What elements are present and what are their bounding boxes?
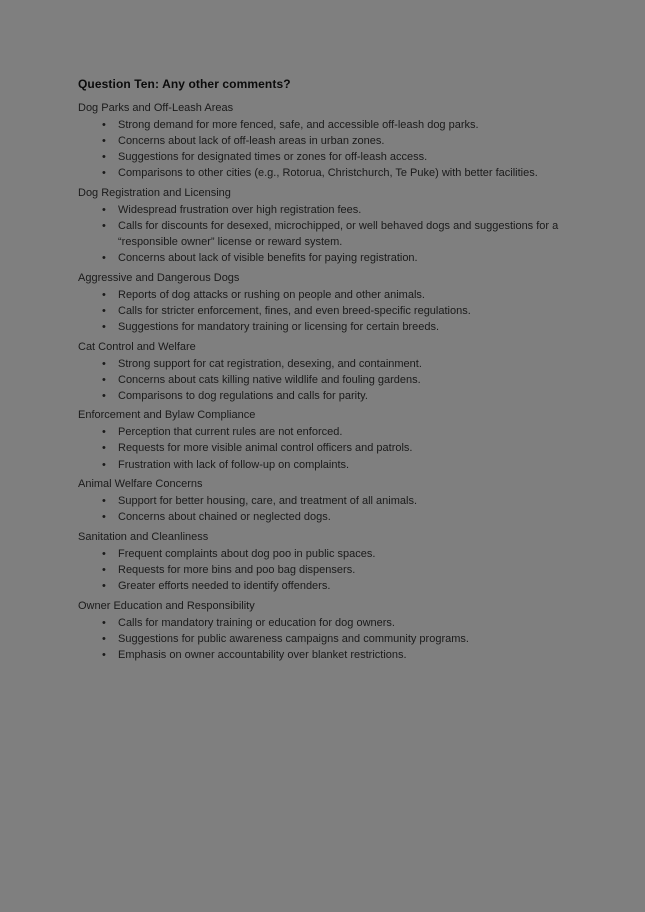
section-heading: Dog Registration and Licensing <box>78 186 231 199</box>
bullet-item: • Comparisons to other cities (e.g., Rotorua, Christchurch, Te Puke) with better facilities. <box>78 165 598 181</box>
bullet-item: • Calls for stricter enforcement, fines, and even breed-specific regulations. <box>78 303 598 319</box>
bullet-item: • Reports of dog attacks or rushing on people and other animals. <box>78 287 598 303</box>
bullet-item: • Calls for mandatory training or education for dog owners. <box>78 615 598 631</box>
section-heading: Owner Education and Responsibility <box>78 599 255 612</box>
section-heading: Animal Welfare Concerns <box>78 478 203 491</box>
section-animal-welfare <box>78 477 574 525</box>
page-title: Question Ten: Any other comments? <box>78 77 291 91</box>
section-heading: Cat Control and Welfare <box>78 340 196 353</box>
bullet-list <box>78 615 598 663</box>
bullet-item: • Concerns about lack of off-leash areas in urban zones. <box>78 133 598 149</box>
bullet-item: • Requests for more visible animal control officers and patrols. <box>78 440 598 456</box>
bullet-list <box>78 202 598 266</box>
bullet-item: • Frustration with lack of follow-up on complaints. <box>78 457 598 473</box>
bullet-list <box>78 117 598 181</box>
bullet-list <box>78 493 598 525</box>
bullet-item: • Frequent complaints about dog poo in public spaces. <box>78 546 598 562</box>
section-dog-parks <box>78 101 574 181</box>
section-aggressive-dogs <box>78 271 574 335</box>
section-heading: Sanitation and Cleanliness <box>78 530 209 543</box>
bullet-list <box>78 424 598 472</box>
bullet-item: • Greater efforts needed to identify offenders. <box>78 578 598 594</box>
section-owner-education <box>78 599 574 663</box>
bullet-item: • Support for better housing, care, and treatment of all animals. <box>78 493 598 509</box>
section-cat-control <box>78 340 574 404</box>
bullet-item: • Comparisons to dog regulations and calls for parity. <box>78 388 598 404</box>
section-heading: Dog Parks and Off-Leash Areas <box>78 102 234 114</box>
bullet-item: • Concerns about cats killing native wildlife and fouling gardens. <box>78 372 598 388</box>
section-sanitation <box>78 530 574 594</box>
bullet-item: • Strong demand for more fenced, safe, and accessible off-leash dog parks. <box>78 117 598 133</box>
bullet-item: • Calls for discounts for desexed, microchipped, or well behaved dogs and suggestions for a “responsible owner” license or reward system. <box>78 218 598 250</box>
section-heading: Enforcement and Bylaw Compliance <box>78 409 256 422</box>
bullet-list <box>78 546 598 594</box>
bullet-item: • Concerns about lack of visible benefits for paying registration. <box>78 250 598 266</box>
bullet-item: • Strong support for cat registration, desexing, and containment. <box>78 356 598 372</box>
bullet-item: • Requests for more bins and poo bag dispensers. <box>78 562 598 578</box>
section-enforcement <box>78 408 574 472</box>
bullet-list <box>78 356 598 404</box>
section-dog-registration <box>78 186 574 266</box>
bullet-item: • Concerns about chained or neglected dogs. <box>78 509 598 525</box>
bullet-list <box>78 287 598 335</box>
bullet-item: • Emphasis on owner accountability over blanket restrictions. <box>78 647 598 663</box>
document-content <box>78 77 574 667</box>
section-heading: Aggressive and Dangerous Dogs <box>78 271 240 284</box>
bullet-item: • Suggestions for mandatory training or licensing for certain breeds. <box>78 319 598 335</box>
bullet-item: • Suggestions for public awareness campaigns and community programs. <box>78 631 598 647</box>
bullet-item: • Widespread frustration over high registration fees. <box>78 202 598 218</box>
bullet-item: • Perception that current rules are not enforced. <box>78 424 598 440</box>
bullet-item: • Suggestions for designated times or zones for off-leash access. <box>78 149 598 165</box>
